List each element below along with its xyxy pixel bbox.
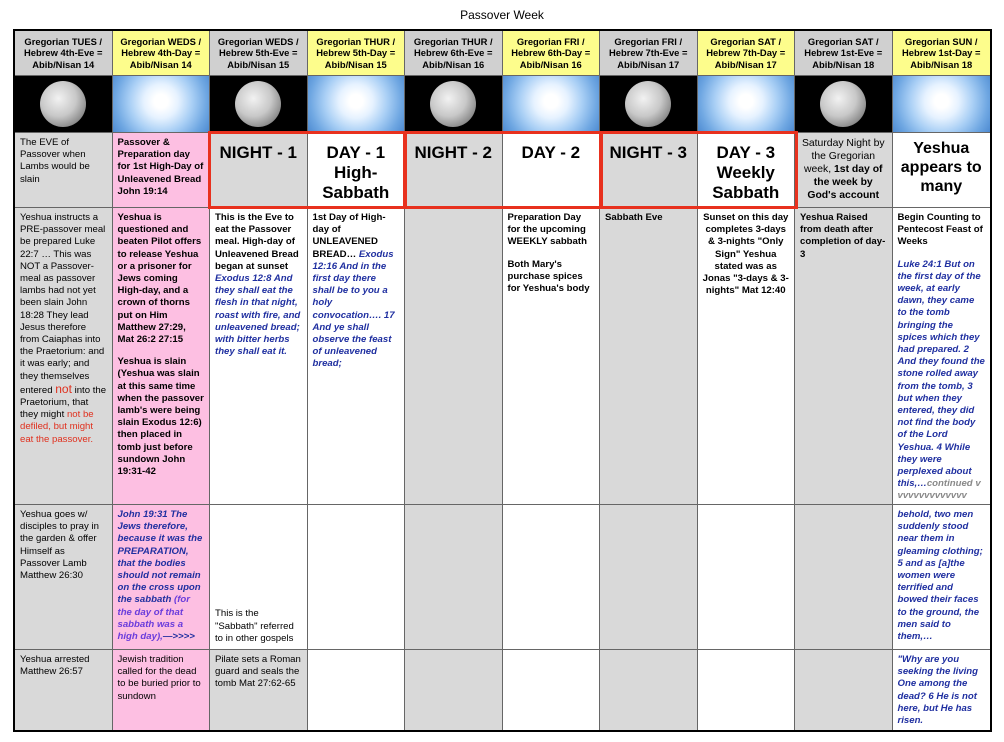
cell-eve-of-passover: The EVE of Passover when Lambs would be slain (15, 133, 113, 208)
cell-jewish-tradition: Jewish tradition called for the dead to be buried prior to sundown (113, 650, 211, 730)
sun-image (893, 76, 991, 133)
passover-week-table (13, 29, 992, 732)
cell-first-day-unleavened: 1st Day of High-day of UNLEAVENED BREAD… Exodus 12:16 And in the first day there shall be to you a holy convocation…. 17 And ye shall observe the feast of unleavened bread; (308, 208, 406, 505)
cell-empty (503, 650, 601, 730)
cell-yeshua-appears: Yeshua appears to many (893, 133, 991, 208)
cell-day-1: DAY - 1 High- Sabbath (308, 133, 406, 208)
cell-garden-prayer: Yeshua goes w/ disciples to pray in the garden & offer Himself as Passover Lamb Matthew 26:30 (15, 505, 113, 650)
header-sun-day: Gregorian SUN / Hebrew 1st-Day = Abib/Nisan 18 (893, 31, 991, 76)
moon-image (795, 76, 893, 133)
cell-pre-passover-meal: Yeshua instructs a PRE-passover meal be prepared Luke 22:7 … This was NOT a Passover-meal as passover lambs had not yet been slain John 18:28 They lead Jesus therefore from Caiaphas into the Praetorium: and it was early; and they themselves entered not into the Praetorium, that they might not be defiled, but might eat the passover. (15, 208, 113, 505)
sun-image (503, 76, 601, 133)
cell-night-3: NIGHT - 3 (600, 133, 698, 208)
moon-image (405, 76, 503, 133)
cell-empty (698, 650, 796, 730)
cell-eve-passover-meal: This is the Eve to eat the Passover meal. High-day of Unleavened Bread began at sunset Exodus 12:8 And they shall eat the flesh in that night, roast with fire, and unleavened bread; with bitter herbs they shall eat it. (210, 208, 308, 505)
cell-sabbath-referred: This is the "Sabbath" referred to in other gospels (210, 505, 308, 650)
cell-preparation-weekly: Preparation Day for the upcoming WEEKLY sabbath Both Mary's purchase spices for Yeshua's body (503, 208, 601, 505)
cell-empty (698, 505, 796, 650)
page-title: Passover Week (460, 8, 544, 22)
moon-image (15, 76, 113, 133)
cell-empty (795, 505, 893, 650)
cell-preparation-day: Passover & Preparation day for 1st High-Day of Unleavened Bread John 19:14 (113, 133, 211, 208)
cell-empty (795, 650, 893, 730)
cell-empty (308, 650, 406, 730)
cell-day-3: DAY - 3 Weekly Sabbath (698, 133, 796, 208)
cell-day-2: DAY - 2 (503, 133, 601, 208)
cell-yeshua-arrested: Yeshua arrested Matthew 26:57 (15, 650, 113, 730)
sun-image (698, 76, 796, 133)
cell-empty (503, 505, 601, 650)
cell-roman-guard: Pilate sets a Roman guard and seals the tomb Mat 27:62-65 (210, 650, 308, 730)
moon-image (600, 76, 698, 133)
cell-sabbath-eve: Sabbath Eve (600, 208, 698, 505)
header-weds-eve: Gregorian WEDS / Hebrew 5th-Eve = Abib/Nisan 15 (210, 31, 308, 76)
cell-empty (405, 650, 503, 730)
cell-night-1: NIGHT - 1 (210, 133, 308, 208)
header-fri-eve: Gregorian FRI / Hebrew 7th-Eve = Abib/Nisan 17 (600, 31, 698, 76)
sun-image (113, 76, 211, 133)
cell-empty (308, 505, 406, 650)
cell-empty (600, 650, 698, 730)
cell-empty (405, 505, 503, 650)
moon-icon (430, 81, 476, 127)
cell-two-men: behold, two men suddenly stood near them in gleaming clothing; 5 and as [a]the women were terrified and bowed their faces to the ground, the men said to them,… (893, 505, 991, 650)
header-weds-day: Gregorian WEDS / Hebrew 4th-Day = Abib/Nisan 14 (113, 31, 211, 76)
moon-icon (235, 81, 281, 127)
cell-sign-of-jonas: Sunset on this day completes 3-days & 3-nights "Only Sign" Yeshua stated was as Jonas "3-days & 3- nights" Mat 12:40 (698, 208, 796, 505)
cell-why-seeking: "Why are you seeking the living One among the dead? 6 He is not here, but He has risen. (893, 650, 991, 730)
cell-yeshua-questioned: Yeshua is questioned and beaten Pilot offers to release Yeshua or a prisoner for Jews coming High-day, and a crown of thorns put on Him Matthew 27:29, Mat 26:2 27:15 Yeshua is slain (Yeshua was slain at this same time when the passover lamb's were being slain Exodus 12:6) then placed in tomb just before sundown John 19:31-42 (113, 208, 211, 505)
header-thur-eve: Gregorian THUR / Hebrew 6th-Eve = Abib/Nisan 16 (405, 31, 503, 76)
moon-icon (625, 81, 671, 127)
header-fri-day: Gregorian FRI / Hebrew 6th-Day = Abib/Nisan 16 (503, 31, 601, 76)
cell-empty-night-2 (405, 208, 503, 505)
header-sat-day: Gregorian SAT / Hebrew 7th-Day = Abib/Nisan 17 (698, 31, 796, 76)
cell-yeshua-raised: Yeshua Raised from death after completion of day-3 (795, 208, 893, 505)
moon-icon (40, 81, 86, 127)
sun-image (308, 76, 406, 133)
cell-empty (600, 505, 698, 650)
header-thur-day: Gregorian THUR / Hebrew 5th-Day = Abib/Nisan 15 (308, 31, 406, 76)
header-tues-eve: Gregorian TUES / Hebrew 4th-Eve = Abib/Nisan 14 (15, 31, 113, 76)
cell-john-19-31: John 19:31 The Jews therefore, because it was the PREPARATION, that the bodies should not remain on the cross upon the sabbath (for the day of that sabbath was a high day),—>>>> (113, 505, 211, 650)
cell-saturday-night: Saturday Night by the Gregorian week, 1st day of the week by God's account (795, 133, 893, 208)
cell-pentecost-count: Begin Counting to Pentecost Feast of Weeks Luke 24:1 But on the first day of the week, at early dawn, they came to the tomb bringing the spices which they had prepared. 2 And they found the stone rolled away from the tomb, 3 but when they entered, they did not find the body of the Lord Yeshua. 4 While they were perplexed about this,…continued v vvvvvvvvvvvvv (893, 208, 991, 505)
moon-icon (820, 81, 866, 127)
header-sat-eve: Gregorian SAT / Hebrew 1st-Eve = Abib/Nisan 18 (795, 31, 893, 76)
cell-night-2: NIGHT - 2 (405, 133, 503, 208)
moon-image (210, 76, 308, 133)
